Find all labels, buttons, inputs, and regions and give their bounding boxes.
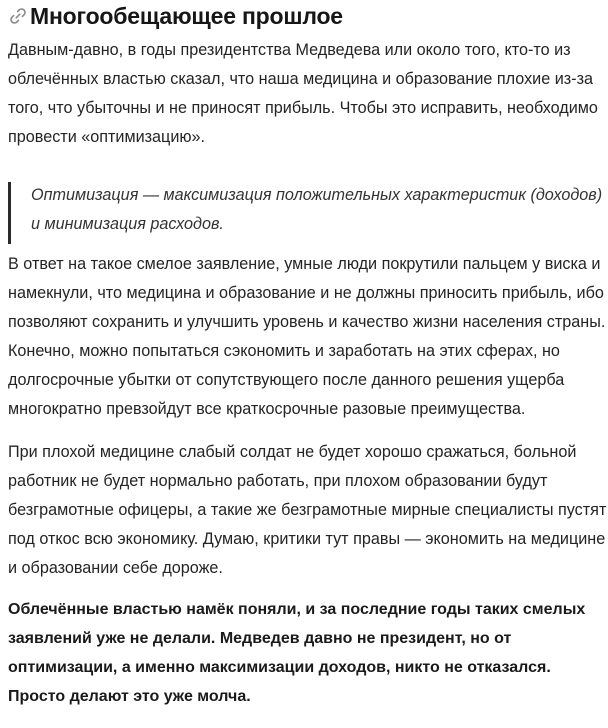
section-heading-row: [8, 1, 608, 31]
blockquote: [8, 182, 608, 244]
section-heading: Многообещающее прошлое: [30, 2, 343, 29]
paragraph-intro: Давным-давно, в годы президентства Медведева или около того, кто-то из облечённых властью сказал, что наша медицина и образование плохие из-за того, что убыточны и не приносят прибыль. Чтобы это исправить, необходимо провести «оптимизацию».: [8, 41, 598, 146]
paragraph-conclusion: Облечённые властью намёк поняли, и за последние годы таких смелых заявлений уже не делали. Медведев давно не президент, но от оптимизации, а именно максимизации доходов, никто не отказался. Просто делают это уже молча.: [8, 601, 586, 705]
blockquote-text: Оптимизация — максимизация положительных характеристик (доходов) и минимизация расходов.: [31, 186, 603, 233]
article: [8, 0, 608, 711]
paragraph-response: В ответ на такое смелое заявление, умные люди покрутили пальцем у виска и намекнули, что медицина и образование и не должны приносить прибыль, ибо позволяют сохранить и улучшить уровень и качество жизни населения страны. Конечно, можно попытаться сэкономить и заработать на этих сферах, но долгосрочные убытки от сопутствующего после данного решения ущерба многократно превзойдут все краткосрочные разовые преимущества.: [8, 255, 606, 418]
link-icon[interactable]: [8, 6, 28, 26]
paragraph-argument: При плохой медицине слабый солдат не будет хорошо сражаться, больной работник не будет нормально работать, при плохом образовании будут безграмотные офицеры, а такие же безграмотные мирные специалисты пустят под откос всю экономику. Думаю, критики тут правы — экономить на медицине и образовании себе дороже.: [8, 443, 607, 577]
